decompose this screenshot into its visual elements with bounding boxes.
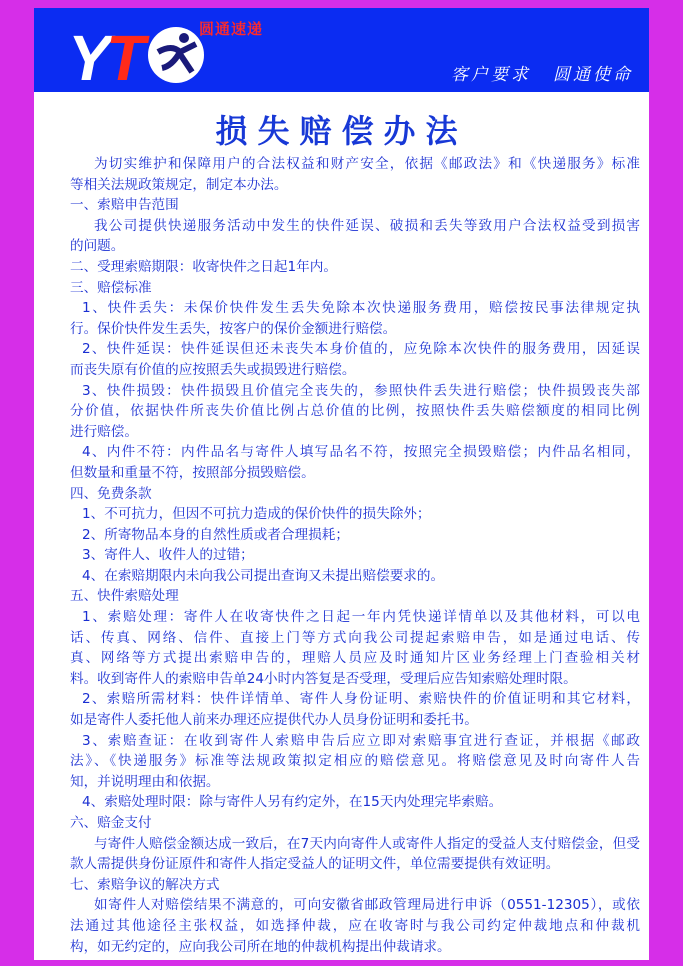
text-line: 为切实维护和保障用户的合法权益和财产安全，依据《邮政法》和《快递服务》标准 xyxy=(94,156,640,172)
paragraph xyxy=(70,731,640,793)
text-line: 1、索赔处理：寄件人在收寄快件之日起一年内凭快递详情单以及其他材料，可以电 xyxy=(82,609,640,626)
text-line: 与寄件人赔偿金额达成一致后，在7天内向寄件人或寄件人指定的受益人支付赔偿金，但受 xyxy=(94,835,640,852)
text-line: 话、传真、网络、信件、直接上门等方式向我公司提起索赔申告，如是通过电话、传 xyxy=(70,629,640,646)
text-line: 的问题。 xyxy=(70,238,125,255)
text-line: 2、索赔所需材料：快件详情单、寄件人身份证明、索赔快件的价值证明和其它材料， xyxy=(82,691,640,708)
text-line: 4、在索赔期限内未向我公司提出查询又未提出赔偿要求的。 xyxy=(82,567,445,584)
text-line: 4、内件不符：内件品名与寄件人填写品名不符，按照完全损毁赔偿；内件品名相同， xyxy=(82,444,640,461)
text-line: 1、快件丢失：未保价快件发生丢失免除本次快递服务费用，赔偿按民事法律规定执 xyxy=(82,300,640,317)
text-line: 如寄件人对赔偿结果不满意的，可向安徽省邮政管理局进行申诉（0551-12305），或依 xyxy=(94,897,640,914)
section-heading xyxy=(70,484,640,505)
section-heading xyxy=(70,875,640,896)
paragraph xyxy=(70,504,640,525)
text-line: 二、受理索赔期限：收寄快件之日起1年内。 xyxy=(70,258,337,275)
svg-text:Y: Y xyxy=(68,22,111,84)
paragraph xyxy=(70,216,640,257)
text-line: 七、索赔争议的解决方式 xyxy=(70,876,220,893)
paragraph xyxy=(70,834,640,875)
paragraph xyxy=(70,545,640,566)
text-line: 法》、《快递服务》标准等法规政策拟定相应的赔偿意见。将赔偿意见及时向寄件人告 xyxy=(70,753,640,770)
page-title: 损失赔偿办法 xyxy=(215,112,468,150)
text-line: 六、赔金支付 xyxy=(70,815,152,831)
paragraph xyxy=(70,381,640,443)
notice-board xyxy=(34,8,649,960)
text-line: 如是寄件人委托他人前来办理还应提供代办人员身份证明和委托书。 xyxy=(70,712,478,729)
text-line: 一、索赔申告范围 xyxy=(70,197,179,214)
text-line: 但数量和重量不符，按照部分损毁赔偿。 xyxy=(70,464,315,481)
slogan-part: 客户要求 xyxy=(451,65,531,85)
text-line: 我公司提供快递服务活动中发生的快件延误、破损和丢失等致用户合法权益受到损害 xyxy=(94,217,640,234)
paragraph xyxy=(70,525,640,546)
text-line: 3、寄件人、收件人的过错； xyxy=(82,547,254,564)
paragraph xyxy=(70,298,640,339)
text-line: 构，如无约定的，应向我公司所在地的仲裁机构提出仲裁请求。 xyxy=(70,938,451,955)
text-line: 四、免费条款 xyxy=(70,485,152,502)
text-line: 料。收到寄件人的索赔申告单24小时内答复是否受理，受理后应告知索赔处理时限。 xyxy=(70,670,577,687)
text-line: 2、所寄物品本身的自然性质或者合理损耗； xyxy=(82,526,349,543)
brand-name: 圆通速递 xyxy=(199,20,264,38)
text-line: 而丧失原有价值的应按照丢失或损毁进行赔偿。 xyxy=(70,361,356,378)
paragraph xyxy=(70,689,640,730)
text-line: 等相关法规政策规定，制定本办法。 xyxy=(70,176,288,193)
text-line: 3、索赔查证：在收到寄件人索赔申告后应立即对索赔事宜进行查证，并根据《邮政 xyxy=(82,732,640,749)
section-heading xyxy=(70,195,640,216)
text-line: 真、网络等方式提出索赔申告的，理赔人员应及时通知片区业务经理上门查验相关材 xyxy=(70,650,640,667)
text-line: 三、赔偿标准 xyxy=(70,279,152,296)
header-banner xyxy=(34,8,649,92)
slogan xyxy=(429,60,633,85)
section-heading xyxy=(70,586,640,607)
text-line: 五、快件索赔处理 xyxy=(70,588,179,605)
section-heading xyxy=(70,278,640,299)
section-heading xyxy=(70,257,640,278)
paragraph xyxy=(70,442,640,483)
paragraph xyxy=(70,792,640,813)
paragraph xyxy=(70,339,640,380)
text-line: 款人需提供身份证原件和寄件人指定受益人的证明文件，单位需要提供有效证明。 xyxy=(70,856,560,873)
paragraph xyxy=(70,154,640,195)
document-body xyxy=(70,154,640,957)
text-line: 4、索赔处理时限：除与寄件人另有约定外，在15天内处理完毕索赔。 xyxy=(82,794,503,811)
text-line: 法通过其他途径主张权益，如选择仲裁，应在收寄时与我公司约定仲裁地点和仲裁机 xyxy=(70,917,640,934)
paragraph xyxy=(70,607,640,689)
text-line: 3、快件损毁：快件损毁且价值完全丧失的，参照快件丢失进行赔偿；快件损毁丧失部 xyxy=(82,382,640,399)
text-line: 知，并说明理由和依据。 xyxy=(70,773,220,790)
text-line: 进行赔偿。 xyxy=(70,423,138,440)
text-line: 分价值，依据快件所丧失价值比例占总价值的比例，按照快件丢失赔偿额度的相同比例 xyxy=(70,403,640,420)
paragraph xyxy=(70,895,640,957)
section-heading xyxy=(70,813,640,834)
text-line: 行。保价快件发生丢失，按客户的保价金额进行赔偿。 xyxy=(70,320,397,337)
text-line: 1、不可抗力，但因不可抗力造成的保价快件的损失除外； xyxy=(82,506,431,523)
paragraph xyxy=(70,566,640,587)
svg-text:T: T xyxy=(106,22,146,84)
text-line: 2、快件延误：快件延误但还未丧失本身价值的，应免除本次快件的服务费用，因延误 xyxy=(82,341,640,358)
slogan-part: 圆通使命 xyxy=(553,65,633,85)
